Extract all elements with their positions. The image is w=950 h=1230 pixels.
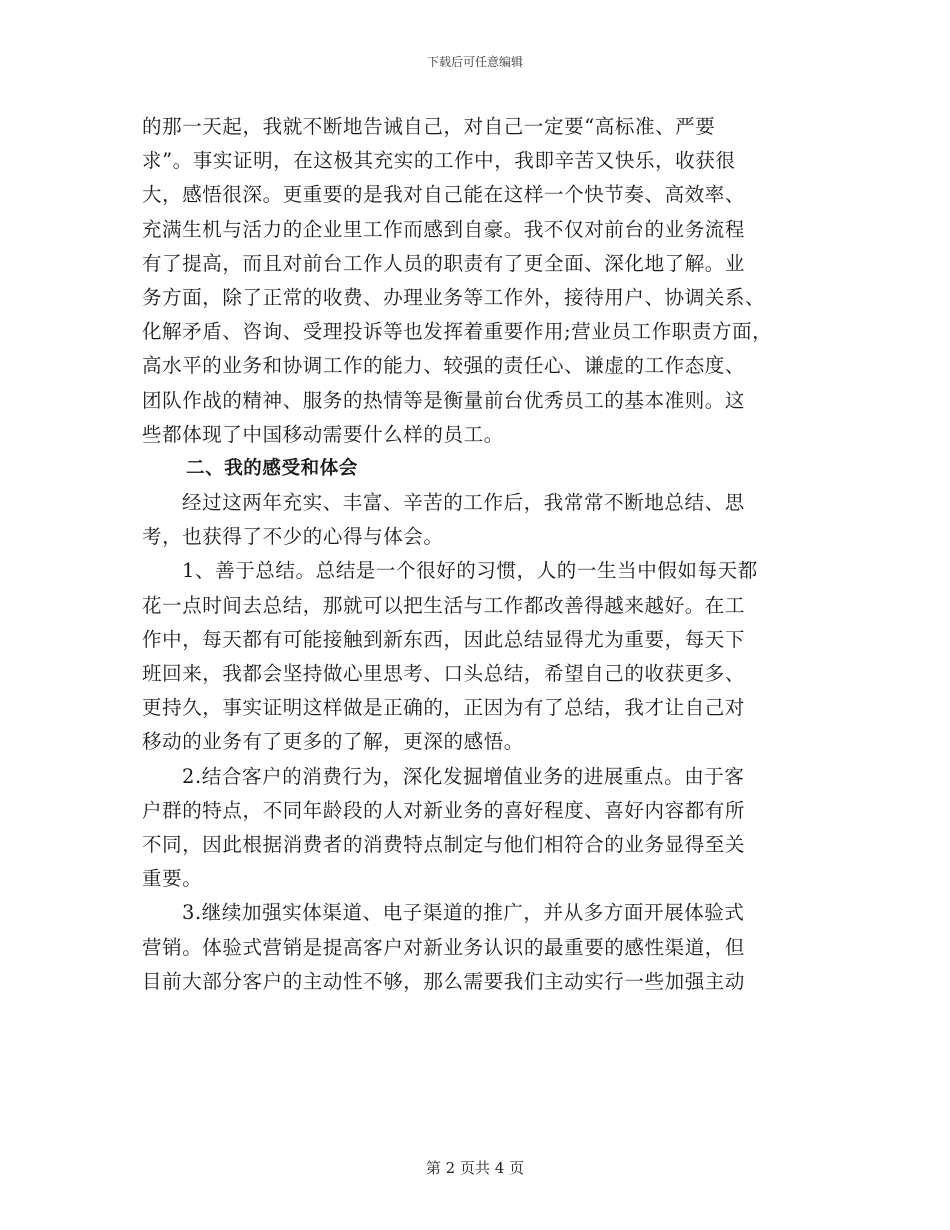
text-line: 化解矛盾、咨询、受理投诉等也发挥着重要作用;营业员工作职责方面， <box>142 320 773 344</box>
text-line: 2.结合客户的消费行为，深化发掘增值业务的进展重点。由于客 <box>182 764 745 788</box>
text-line: 目前大部分客户的主动性不够，那么需要我们主动实行一些加强主动 <box>142 969 746 993</box>
text-line: 花一点时间去总结，那就可以把生活与工作都改善得越来越好。在工 <box>142 593 746 617</box>
text-line: 充满生机与活力的企业里工作而感到自豪。我不仅对前台的业务流程 <box>142 217 746 241</box>
text-line: 的那一天起，我就不断地告诫自己，对自己一定要“高标准、严要 <box>142 115 716 138</box>
text-line: 作中，每天都有可能接触到新东西，因此总结显得尤为重要，每天下 <box>142 627 746 651</box>
text-line: 重要。 <box>142 867 203 891</box>
text-line: 更持久，事实证明这样做是正确的，正因为有了总结，我才让自己对 <box>142 696 746 720</box>
text-line: 户群的特点，不同年龄段的人对新业务的喜好程度、喜好内容都有所 <box>142 798 746 822</box>
text-line: 些都体现了中国移动需要什么样的员工。 <box>142 422 504 446</box>
text-line: 务方面，除了正常的收费、办理业务等工作外，接待用户、协调关系、 <box>142 285 766 309</box>
page-header: 下载后可任意编辑 <box>426 55 523 69</box>
text-line: 3.继续加强实体渠道、电子渠道的推广，并从多方面开展体验式 <box>182 901 745 925</box>
text-line: 经过这两年充实、丰富、辛苦的工作后，我常常不断地总结、思 <box>182 491 745 515</box>
page-footer: 第 2 页共 4 页 <box>425 1159 525 1177</box>
text-line: 班回来，我都会坚持做心里思考、口头总结，希望自己的收获更多、 <box>142 662 746 685</box>
text-line: 移动的业务有了更多的了解，更深的感悟。 <box>142 730 524 754</box>
text-line: 不同，因此根据消费者的消费特点制定与他们相符合的业务显得至关 <box>142 832 746 856</box>
text-line: 高水平的业务和协调工作的能力、较强的责任心、谦虚的工作态度、 <box>142 354 746 378</box>
document-body <box>142 110 822 999</box>
text-line: 营销。体验式营销是提高客户对新业务认识的最重要的感性渠道，但 <box>142 935 746 959</box>
section-heading: 二、我的感受和体会 <box>186 457 358 479</box>
text-line: 有了提高，而且对前台工作人员的职责有了更全面、深化地了解。业 <box>142 251 746 275</box>
text-line: 团队作战的精神、服务的热情等是衡量前台优秀员工的基本准则。这 <box>142 388 746 412</box>
text-line: 求”。事实证明，在这极其充实的工作中，我即辛苦又快乐，收获很 <box>142 149 736 173</box>
text-line: 1、善于总结。总结是一个很好的习惯，人的一生当中假如每天都 <box>182 559 758 583</box>
text-line: 大，感悟很深。更重要的是我对自己能在这样一个快节奏、高效率、 <box>142 183 746 207</box>
text-line: 考，也获得了不少的心得与体会。 <box>142 525 444 549</box>
